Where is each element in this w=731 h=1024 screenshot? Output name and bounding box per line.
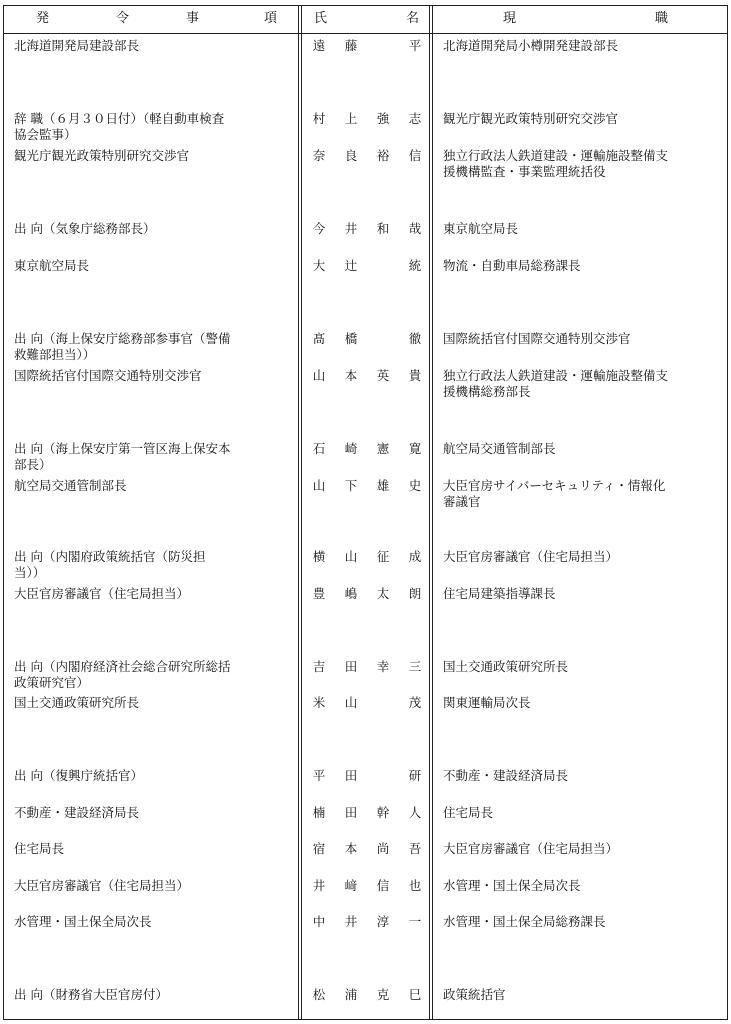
name-cell [312, 38, 422, 54]
name-cell [312, 441, 422, 457]
header-order-column [0, 6, 298, 32]
name-char: 松 [312, 987, 326, 1002]
name-char: 楠 [312, 805, 326, 820]
current-position-cell: 水管理・国土保全局総務課長 [443, 914, 606, 929]
header-order-char: 事 [186, 11, 200, 26]
order-cell: 出 向（復興庁統括官） [14, 768, 143, 783]
order-cell: 観光庁観光政策特別研究交渉官 [14, 148, 190, 163]
name-char: 横 [312, 549, 326, 564]
order-cell: 出 向（内閣府経済社会総合研究所総括 政策研究官） [14, 659, 231, 690]
header-current-char: 現 [503, 11, 517, 26]
name-cell [312, 841, 422, 857]
name-char: 下 [344, 478, 358, 493]
name-cell [312, 878, 422, 894]
name-char: 藤 [344, 38, 358, 53]
name-char: 雄 [376, 478, 390, 493]
name-char: 哉 [408, 221, 422, 236]
name-char: 徹 [408, 331, 422, 346]
name-char: 幸 [376, 659, 390, 674]
name-char: 今 [312, 221, 326, 236]
name-char: 裕 [376, 148, 390, 163]
order-cell: 不動産・建設経済局長 [14, 805, 140, 820]
name-char: 髙 [312, 331, 326, 346]
order-cell: 住宅局長 [14, 841, 65, 856]
order-cell: 出 向（財務省大臣官房付） [14, 987, 168, 1002]
current-position-cell: 政策統括官 [443, 987, 506, 1002]
name-char: 研 [408, 768, 422, 783]
name-cell [312, 586, 422, 602]
current-position-cell: 航空局交通管制部長 [443, 441, 556, 456]
name-char: 英 [376, 368, 390, 383]
name-char: 貴 [408, 368, 422, 383]
name-char: 一 [408, 914, 422, 929]
current-position-cell: 独立行政法人鉄道建設・運輸施設整備支 援機構監査・事業監理統括役 [443, 148, 669, 179]
name-char: 上 [344, 111, 358, 126]
name-char: 奈 [312, 148, 326, 163]
name-char: 巳 [408, 987, 422, 1002]
current-position-cell: 大臣官房審議官（住宅局担当） [443, 841, 619, 856]
name-char: 憲 [376, 441, 390, 456]
current-position-cell: 物流・自動車局総務課長 [443, 258, 581, 273]
header-order-char: 令 [116, 11, 130, 26]
header-current-column [433, 6, 727, 32]
name-char: 朗 [408, 586, 422, 601]
name-char: 橋 [344, 331, 358, 346]
name-char: 本 [344, 841, 358, 856]
name-char: 﨑 [344, 878, 358, 893]
order-cell: 国際統括官付国際交通特別交渉官 [14, 368, 202, 383]
current-position-cell: 国土交通政策研究所長 [443, 659, 569, 674]
order-cell: 国土交通政策研究所長 [14, 695, 140, 710]
name-char: 和 [376, 221, 390, 236]
current-position-cell: 独立行政法人鉄道建設・運輸施設整備支 援機構総務部長 [443, 368, 669, 399]
name-char: 平 [408, 38, 422, 53]
header-name-char: 名 [406, 11, 420, 26]
name-char: 辻 [344, 258, 358, 273]
name-char: 平 [312, 768, 326, 783]
name-char: 遠 [312, 38, 326, 53]
name-char: 山 [344, 549, 358, 564]
header-name-char: 氏 [314, 11, 328, 26]
name-char: 山 [344, 695, 358, 710]
name-cell [312, 549, 422, 565]
table-right-rule [727, 5, 728, 1020]
order-cell: 出 向（気象庁総務部長） [14, 221, 156, 236]
name-char: 石 [312, 441, 326, 456]
name-char: 米 [312, 695, 326, 710]
name-char: 信 [376, 878, 390, 893]
name-cell [312, 914, 422, 930]
name-cell [312, 221, 422, 237]
name-char: 志 [408, 111, 422, 126]
order-cell: 出 向（内閣府政策統括官（防災担 当）） [14, 549, 206, 580]
name-char: 成 [408, 549, 422, 564]
name-char: 井 [312, 878, 326, 893]
name-char: 村 [312, 111, 326, 126]
name-char: 吉 [312, 659, 326, 674]
name-cell [312, 258, 422, 274]
current-position-cell: 観光庁観光政策特別研究交渉官 [443, 111, 619, 126]
name-char: 井 [344, 221, 358, 236]
name-char: 井 [344, 914, 358, 929]
order-cell: 大臣官房審議官（住宅局担当） [14, 586, 190, 601]
header-current-char: 職 [655, 11, 669, 26]
current-position-cell: 国際統括官付国際交通特別交渉官 [443, 331, 631, 346]
order-cell: 水管理・国土保全局次長 [14, 914, 152, 929]
name-cell [312, 987, 422, 1003]
order-cell: 大臣官房審議官（住宅局担当） [14, 878, 190, 893]
name-char: 豊 [312, 586, 326, 601]
table-left-rule [3, 5, 4, 1020]
name-char: 中 [312, 914, 326, 929]
column-divider-2b [432, 5, 433, 1020]
name-char: 宿 [312, 841, 326, 856]
name-char: 崎 [344, 441, 358, 456]
order-cell: 北海道開発局建設部長 [14, 38, 140, 53]
order-cell: 出 向（海上保安庁第一管区海上保安本 部長） [14, 441, 231, 472]
name-char: 田 [344, 805, 358, 820]
current-position-cell: 関東運輸局次長 [443, 695, 531, 710]
name-char: 寛 [408, 441, 422, 456]
order-cell: 航空局交通管制部長 [14, 478, 127, 493]
order-cell: 辞 職（６月３０日付）（軽自動車検査 協会監事） [14, 111, 225, 142]
name-char: 嶋 [344, 586, 358, 601]
name-char: 尚 [376, 841, 390, 856]
header-order-char: 発 [36, 11, 50, 26]
name-char: 也 [408, 878, 422, 893]
name-char: 克 [376, 987, 390, 1002]
name-char: 史 [408, 478, 422, 493]
current-position-cell: 大臣官房サイバーセキュリティ・情報化 審議官 [443, 478, 666, 509]
name-char: 茂 [408, 695, 422, 710]
header-order-char: 項 [264, 11, 278, 26]
current-position-cell: 東京航空局長 [443, 221, 519, 236]
name-char: 浦 [344, 987, 358, 1002]
name-char: 信 [408, 148, 422, 163]
current-position-cell: 北海道開発局小樽開発建設部長 [443, 38, 619, 53]
name-char: 征 [376, 549, 390, 564]
name-char: 淳 [376, 914, 390, 929]
name-char: 吾 [408, 841, 422, 856]
header-name-column [302, 6, 429, 32]
name-char: 人 [408, 805, 422, 820]
column-divider-2a [429, 5, 430, 1020]
name-cell [312, 695, 422, 711]
current-position-cell: 住宅局長 [443, 805, 494, 820]
name-char: 本 [344, 368, 358, 383]
order-cell: 東京航空局長 [14, 258, 90, 273]
current-position-cell: 住宅局建築指導課長 [443, 586, 556, 601]
name-char: 大 [312, 258, 326, 273]
column-divider-1b [301, 5, 302, 1020]
table-bottom-rule [3, 1019, 728, 1020]
current-position-cell: 水管理・国土保全局次長 [443, 878, 581, 893]
name-char: 田 [344, 768, 358, 783]
name-char: 幹 [376, 805, 390, 820]
name-cell [312, 368, 422, 384]
name-cell [312, 111, 422, 127]
name-char: 良 [344, 148, 358, 163]
name-char: 山 [312, 478, 326, 493]
name-char: 三 [408, 659, 422, 674]
name-char: 田 [344, 659, 358, 674]
column-divider-1a [298, 5, 299, 1020]
order-cell: 出 向（海上保安庁総務部参事官（警備 救難部担当）） [14, 331, 231, 362]
name-cell [312, 331, 422, 347]
current-position-cell: 不動産・建設経済局長 [443, 768, 569, 783]
name-char: 太 [376, 586, 390, 601]
name-cell [312, 659, 422, 675]
name-cell [312, 768, 422, 784]
current-position-cell: 大臣官房審議官（住宅局担当） [443, 549, 619, 564]
header-bottom-rule [3, 33, 728, 34]
name-cell [312, 478, 422, 494]
name-cell [312, 148, 422, 164]
name-cell [312, 805, 422, 821]
name-char: 強 [376, 111, 390, 126]
name-char: 山 [312, 368, 326, 383]
name-char: 統 [408, 258, 422, 273]
